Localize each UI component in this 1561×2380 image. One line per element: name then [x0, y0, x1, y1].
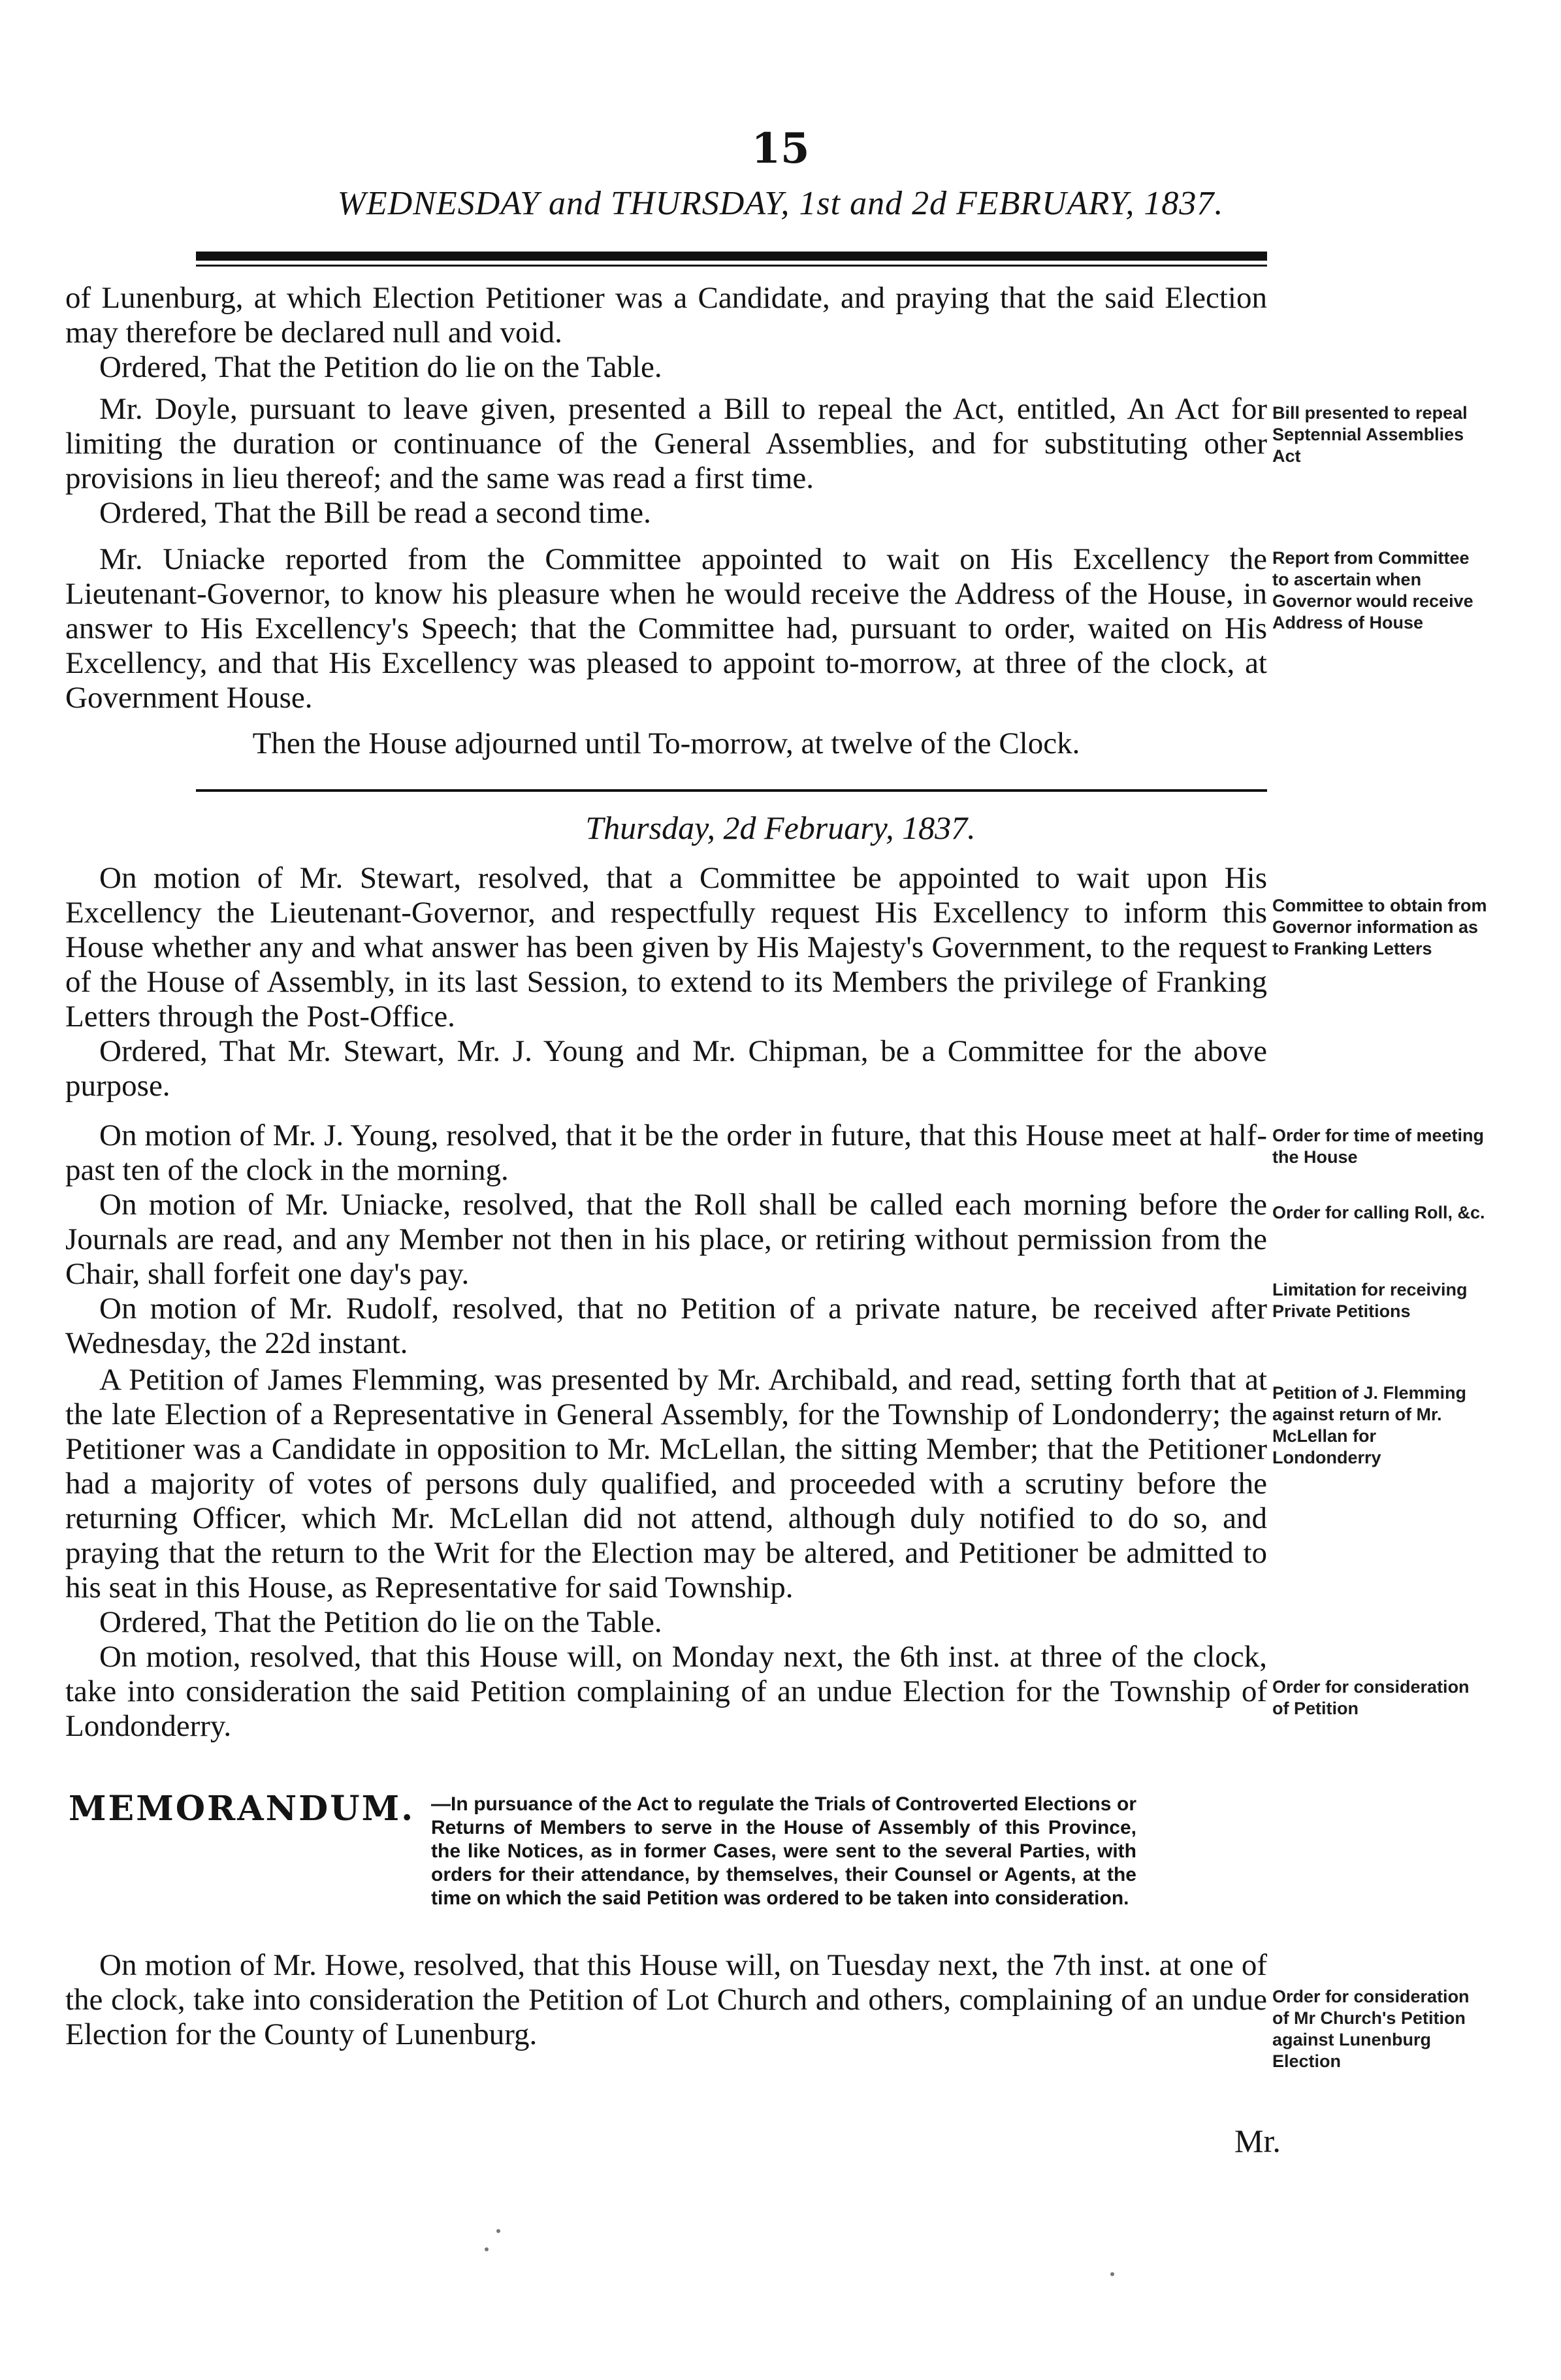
- print-speck: [485, 2247, 489, 2251]
- marginal-note-consideration: Order for consideration of Petition: [1272, 1677, 1470, 1718]
- thursday-section-c: [65, 1363, 1267, 1744]
- paragraph-ordered-lie-2: Ordered, That the Petition do lie on the Table.: [99, 1605, 662, 1639]
- thursday-section-a: [65, 861, 1267, 1103]
- paragraph-petition-continued: of Lunenburg, at which Election Petitioner was a Candidate, and praying that the said Election may therefore be declared null and void.: [65, 281, 1267, 350]
- marginal-note-meeting-time: Order for time of meeting the House: [1272, 1126, 1485, 1167]
- paragraph-ordered-second-reading: Ordered, That the Bill be read a second time.: [99, 496, 651, 530]
- section-divider: [196, 789, 1267, 792]
- paragraph-flemming-petition: A Petition of James Flemming, was presented by Mr. Archibald, and read, setting forth that at the late Election of a Representative in General Assembly, for the Township of Londonderry; the Petitioner was a Candidate in opposition to Mr. McLellan, the sitting Member; that the Petitioner had a majority of votes of persons duly qualified, and proceeded with a scrutiny before the returning Officer, which Mr. McLellan did not attend, although duly notified to do so, and praying that the return to the Writ for the Election may be altered, and Petitioner be admitted to his seat in this House, as Representative for said Township.: [65, 1363, 1267, 1605]
- header-rule-thick: [196, 252, 1267, 261]
- final-section: [65, 1948, 1267, 2052]
- marginal-note-flemming: Petition of J. Flemming against return of Mr. McLellan for Londonderry: [1272, 1383, 1467, 1467]
- paragraph-young-motion: On motion of Mr. J. Young, resolved, that it be the order in future, that this House meet at half-past ten of the clock in the morning.: [65, 1118, 1267, 1187]
- bill-section: [65, 392, 1267, 530]
- report-section: [65, 542, 1267, 715]
- paragraph-stewart-motion: On motion of Mr. Stewart, resolved, that a Committee be appointed to wait upon His Excellency the Lieutenant-Governor, and respectfully request His Excellency to inform this House whether any and what answer has been given by His Majesty's Government, to the request of the House of Assembly, in its last Session, to extend to its Members the privilege of Franking Letters through the Post-Office.: [65, 861, 1267, 1034]
- marginal-note-church: Order for consideration of Mr Church's Petition against Lunenburg Election: [1272, 1987, 1470, 2071]
- paragraph-doyle-bill: Mr. Doyle, pursuant to leave given, presented a Bill to repeal the Act, entitled, An Act for limiting the duration or continuance of the General Assemblies, and for substituting other provisions in lieu thereof; and the same was read a first time.: [65, 392, 1267, 495]
- marginal-note-franking: Committee to obtain from Governor information as to Franking Letters: [1272, 896, 1487, 958]
- header-rule-thin: [196, 265, 1267, 267]
- paragraph-rudolf-motion: On motion of Mr. Rudolf, resolved, that no Petition of a private nature, be received after Wednesday, the 22d instant.: [65, 1292, 1267, 1360]
- paragraph-committee-named: Ordered, That Mr. Stewart, Mr. J. Young and Mr. Chipman, be a Committee for the above purpose.: [65, 1034, 1267, 1103]
- paragraph-howe-motion: On motion of Mr. Howe, resolved, that this House will, on Tuesday next, the 7th inst. at one of the clock, take into consideration the Petition of Lot Church and others, complaining of an undue Election for the County of Lunenburg.: [65, 1948, 1267, 2051]
- paragraph-uniacke-roll: On motion of Mr. Uniacke, resolved, that the Roll shall be called each morning before the Journals are read, and any Member not then in his place, or retiring without permission from the Chair, shall forfeit one day's pay.: [65, 1188, 1267, 1291]
- wednesday-section: [65, 281, 1267, 385]
- running-head: WEDNESDAY and THURSDAY, 1st and 2d FEBRUARY, 1837.: [337, 185, 1224, 222]
- paragraph-consideration-motion: On motion, resolved, that this House will, on Monday next, the 6th inst. at three of the clock, take into consideration the said Petition complaining of an undue Election for the Township of Londonderry.: [65, 1640, 1267, 1743]
- catchword: Mr.: [1234, 2123, 1281, 2159]
- thursday-heading: Thursday, 2d February, 1837.: [585, 809, 976, 846]
- memorandum-text: —In pursuance of the Act to regulate the Trials of Controverted Elections or Returns of Members to serve in the House of Assembly of this Province, the like Notices, as in former Cases, were sent to the several Parties, with orders for their attendance, by themselves, their Counsel or Agents, at the time on which the said Petition was ordered to be taken into consideration.: [431, 1793, 1136, 1909]
- paragraph-ordered-lie: Ordered, That the Petition do lie on the Table.: [99, 350, 662, 384]
- marginal-note-roll: Order for calling Roll, &c.: [1272, 1203, 1485, 1222]
- adjournment-section: [65, 726, 1267, 761]
- page-number: 15: [751, 124, 810, 173]
- marginal-note-report: Report from Committee to ascertain when Governor would receive Address of House: [1272, 548, 1473, 632]
- paragraph-uniacke-report: Mr. Uniacke reported from the Committee appointed to wait on His Excellency the Lieutenant-Governor, to know his pleasure when he would receive the Address of the House, in answer to His Excellency's Speech; that the Committee had, pursuant to order, waited on His Excellency, and that His Excellency was pleased to appoint to-morrow, at three of the clock, at Government House.: [65, 542, 1267, 715]
- memorandum-heading: MEMORANDUM.: [69, 1789, 415, 1829]
- print-speck: [496, 2229, 500, 2233]
- print-speck: [1110, 2272, 1114, 2276]
- thursday-section-b: [65, 1118, 1267, 1361]
- paragraph-adjournment: Then the House adjourned until To-morrow, at twelve of the Clock.: [252, 726, 1080, 760]
- marginal-note-private-petitions: Limitation for receiving Private Petitions: [1272, 1280, 1468, 1321]
- marginal-note-bill: Bill presented to repeal Septennial Assemblies Act: [1272, 403, 1468, 466]
